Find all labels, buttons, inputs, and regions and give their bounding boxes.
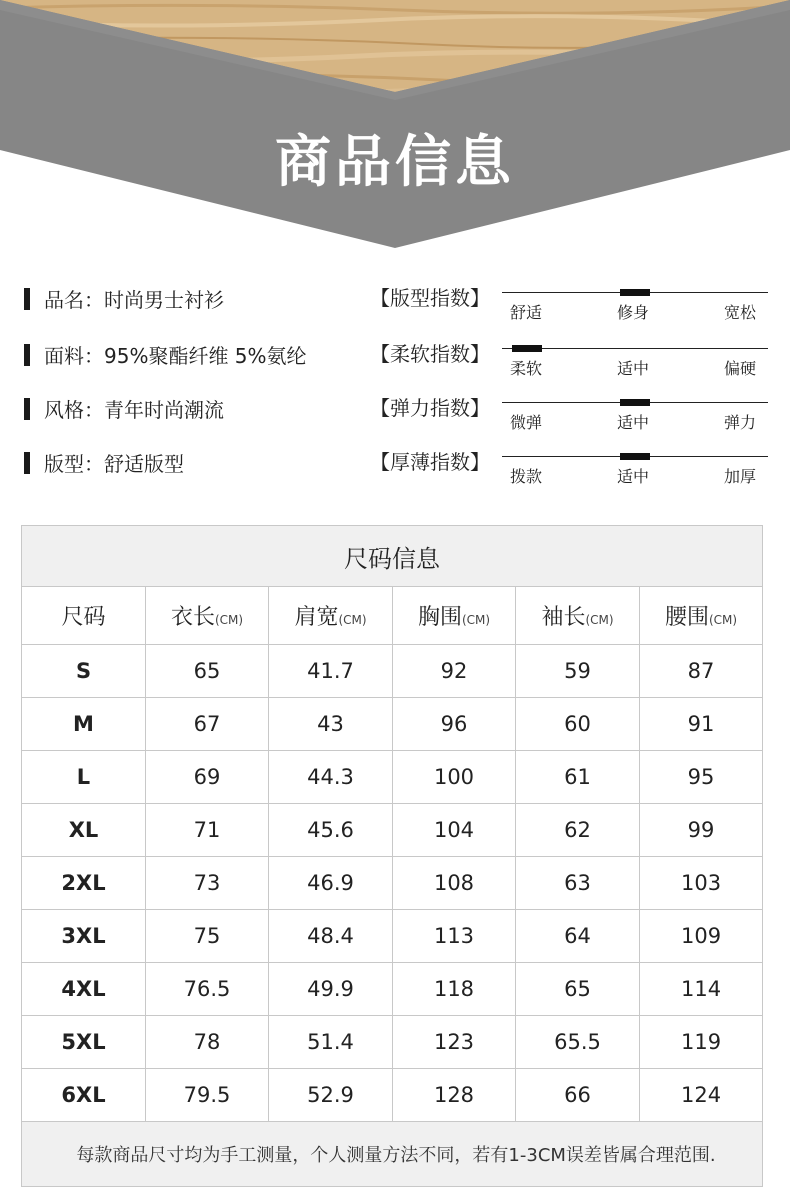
- length-cell: 79.5: [146, 1069, 269, 1122]
- shoulder-cell: 48.4: [269, 910, 393, 963]
- scale-left-label: 柔软: [510, 359, 543, 378]
- bullet-marker: [24, 344, 30, 366]
- bullet-marker: [24, 288, 30, 310]
- sleeve-cell: 60: [516, 698, 640, 751]
- table-header-row: [22, 587, 763, 645]
- table-row: [22, 963, 763, 1016]
- measurement-note: [22, 1122, 763, 1187]
- info-text: 风格：青年时尚潮流: [44, 398, 224, 422]
- length-cell: 69: [146, 751, 269, 804]
- scale-mid-label: 适中: [617, 467, 650, 486]
- size-cell: L: [22, 751, 146, 804]
- header-label: 腰围: [664, 605, 709, 630]
- sleeve-cell: 62: [516, 804, 640, 857]
- sleeve-cell: 66: [516, 1069, 640, 1122]
- table-row: [22, 910, 763, 963]
- elasticity-scale: [502, 394, 768, 434]
- chest-cell: 118: [393, 963, 516, 1016]
- scale-right-label: 弹力: [724, 413, 757, 432]
- note-text: 每款商品尺寸均为手工测量，个人测量方法不同，若有1-3CM误差皆属合理范围.: [76, 1145, 716, 1166]
- waist-cell: 91: [640, 698, 763, 751]
- size-cell: 2XL: [22, 857, 146, 910]
- header-label: 袖长: [541, 605, 586, 630]
- shoulder-cell: 49.9: [269, 963, 393, 1016]
- size-cell: M: [22, 698, 146, 751]
- scale-mid-label: 适中: [617, 413, 650, 432]
- chest-cell: 104: [393, 804, 516, 857]
- info-text: 品名：时尚男士衬衫: [44, 288, 224, 312]
- info-row-fit: [0, 442, 790, 486]
- scale-mid-label: 修身: [617, 303, 650, 322]
- header-label: 尺码: [61, 605, 106, 630]
- waist-cell: 103: [640, 857, 763, 910]
- chest-cell: 100: [393, 751, 516, 804]
- chest-cell: 108: [393, 857, 516, 910]
- sleeve-cell: 59: [516, 645, 640, 698]
- header-label: 衣长: [170, 605, 215, 630]
- scale-left-label: 舒适: [510, 303, 543, 322]
- index-label: 【版型指数】: [370, 286, 490, 310]
- table-row: [22, 751, 763, 804]
- shoulder-cell: 51.4: [269, 1016, 393, 1069]
- info-text: 版型：舒适版型: [44, 452, 184, 476]
- shoulder-cell: 43: [269, 698, 393, 751]
- header-size: [22, 587, 146, 645]
- sleeve-cell: 64: [516, 910, 640, 963]
- index-label: 【弹力指数】: [370, 396, 490, 420]
- unit-label: (CM): [214, 613, 244, 627]
- index-label: 【厚薄指数】: [370, 450, 490, 474]
- size-cell: 6XL: [22, 1069, 146, 1122]
- waist-cell: 119: [640, 1016, 763, 1069]
- header-chest: [393, 587, 516, 645]
- scale-marker: [620, 399, 650, 406]
- shoulder-cell: 46.9: [269, 857, 393, 910]
- info-text: 面料：95%聚酯纤维 5%氨纶: [44, 344, 307, 368]
- chest-cell: 128: [393, 1069, 516, 1122]
- unit-label: (CM): [461, 613, 491, 627]
- chest-cell: 113: [393, 910, 516, 963]
- shoulder-cell: 41.7: [269, 645, 393, 698]
- sleeve-cell: 65.5: [516, 1016, 640, 1069]
- size-table: [21, 525, 763, 1187]
- size-cell: 4XL: [22, 963, 146, 1016]
- header-label: 肩宽: [294, 605, 339, 630]
- sleeve-cell: 65: [516, 963, 640, 1016]
- thickness-scale: [502, 448, 768, 488]
- info-row-fabric: [0, 334, 790, 378]
- length-cell: 76.5: [146, 963, 269, 1016]
- length-cell: 78: [146, 1016, 269, 1069]
- header-waist: [640, 587, 763, 645]
- fit-scale: [502, 284, 768, 324]
- shoulder-cell: 52.9: [269, 1069, 393, 1122]
- length-cell: 71: [146, 804, 269, 857]
- size-table-title: 尺码信息: [22, 526, 763, 587]
- bullet-marker: [24, 398, 30, 420]
- size-cell: S: [22, 645, 146, 698]
- waist-cell: 99: [640, 804, 763, 857]
- sleeve-cell: 63: [516, 857, 640, 910]
- waist-cell: 109: [640, 910, 763, 963]
- scale-right-label: 加厚: [724, 467, 757, 486]
- table-row: [22, 804, 763, 857]
- header-label: 胸围: [417, 605, 462, 630]
- scale-marker: [620, 453, 650, 460]
- info-row-name: [0, 278, 790, 322]
- header-shoulder: [269, 587, 393, 645]
- unit-label: (CM): [338, 613, 367, 627]
- length-cell: 65: [146, 645, 269, 698]
- header-sleeve: [516, 587, 640, 645]
- waist-cell: 95: [640, 751, 763, 804]
- shoulder-cell: 44.3: [269, 751, 393, 804]
- table-row: [22, 1016, 763, 1069]
- scale-mid-label: 适中: [617, 359, 650, 378]
- table-row: [22, 698, 763, 751]
- info-row-style: [0, 388, 790, 432]
- scale-right-label: 宽松: [724, 303, 757, 322]
- unit-label: (CM): [708, 613, 738, 627]
- shoulder-cell: 45.6: [269, 804, 393, 857]
- header-length: [146, 587, 269, 645]
- table-row: [22, 1069, 763, 1122]
- softness-scale: [502, 340, 768, 380]
- waist-cell: 124: [640, 1069, 763, 1122]
- table-row: [22, 645, 763, 698]
- scale-left-label: 微弹: [510, 413, 543, 432]
- table-row: [22, 857, 763, 910]
- header-banner: [0, 0, 790, 250]
- scale-marker: [620, 289, 650, 296]
- size-cell: 5XL: [22, 1016, 146, 1069]
- chest-cell: 96: [393, 698, 516, 751]
- size-cell: 3XL: [22, 910, 146, 963]
- index-label: 【柔软指数】: [370, 342, 490, 366]
- sleeve-cell: 61: [516, 751, 640, 804]
- scale-right-label: 偏硬: [724, 359, 757, 378]
- length-cell: 67: [146, 698, 269, 751]
- size-cell: XL: [22, 804, 146, 857]
- length-cell: 73: [146, 857, 269, 910]
- chest-cell: 92: [393, 645, 516, 698]
- waist-cell: 87: [640, 645, 763, 698]
- waist-cell: 114: [640, 963, 763, 1016]
- banner-title: 商品信息: [275, 130, 515, 195]
- scale-marker: [512, 345, 542, 352]
- unit-label: (CM): [585, 613, 614, 627]
- scale-left-label: 拨款: [510, 467, 543, 486]
- length-cell: 75: [146, 910, 269, 963]
- bullet-marker: [24, 452, 30, 474]
- chest-cell: 123: [393, 1016, 516, 1069]
